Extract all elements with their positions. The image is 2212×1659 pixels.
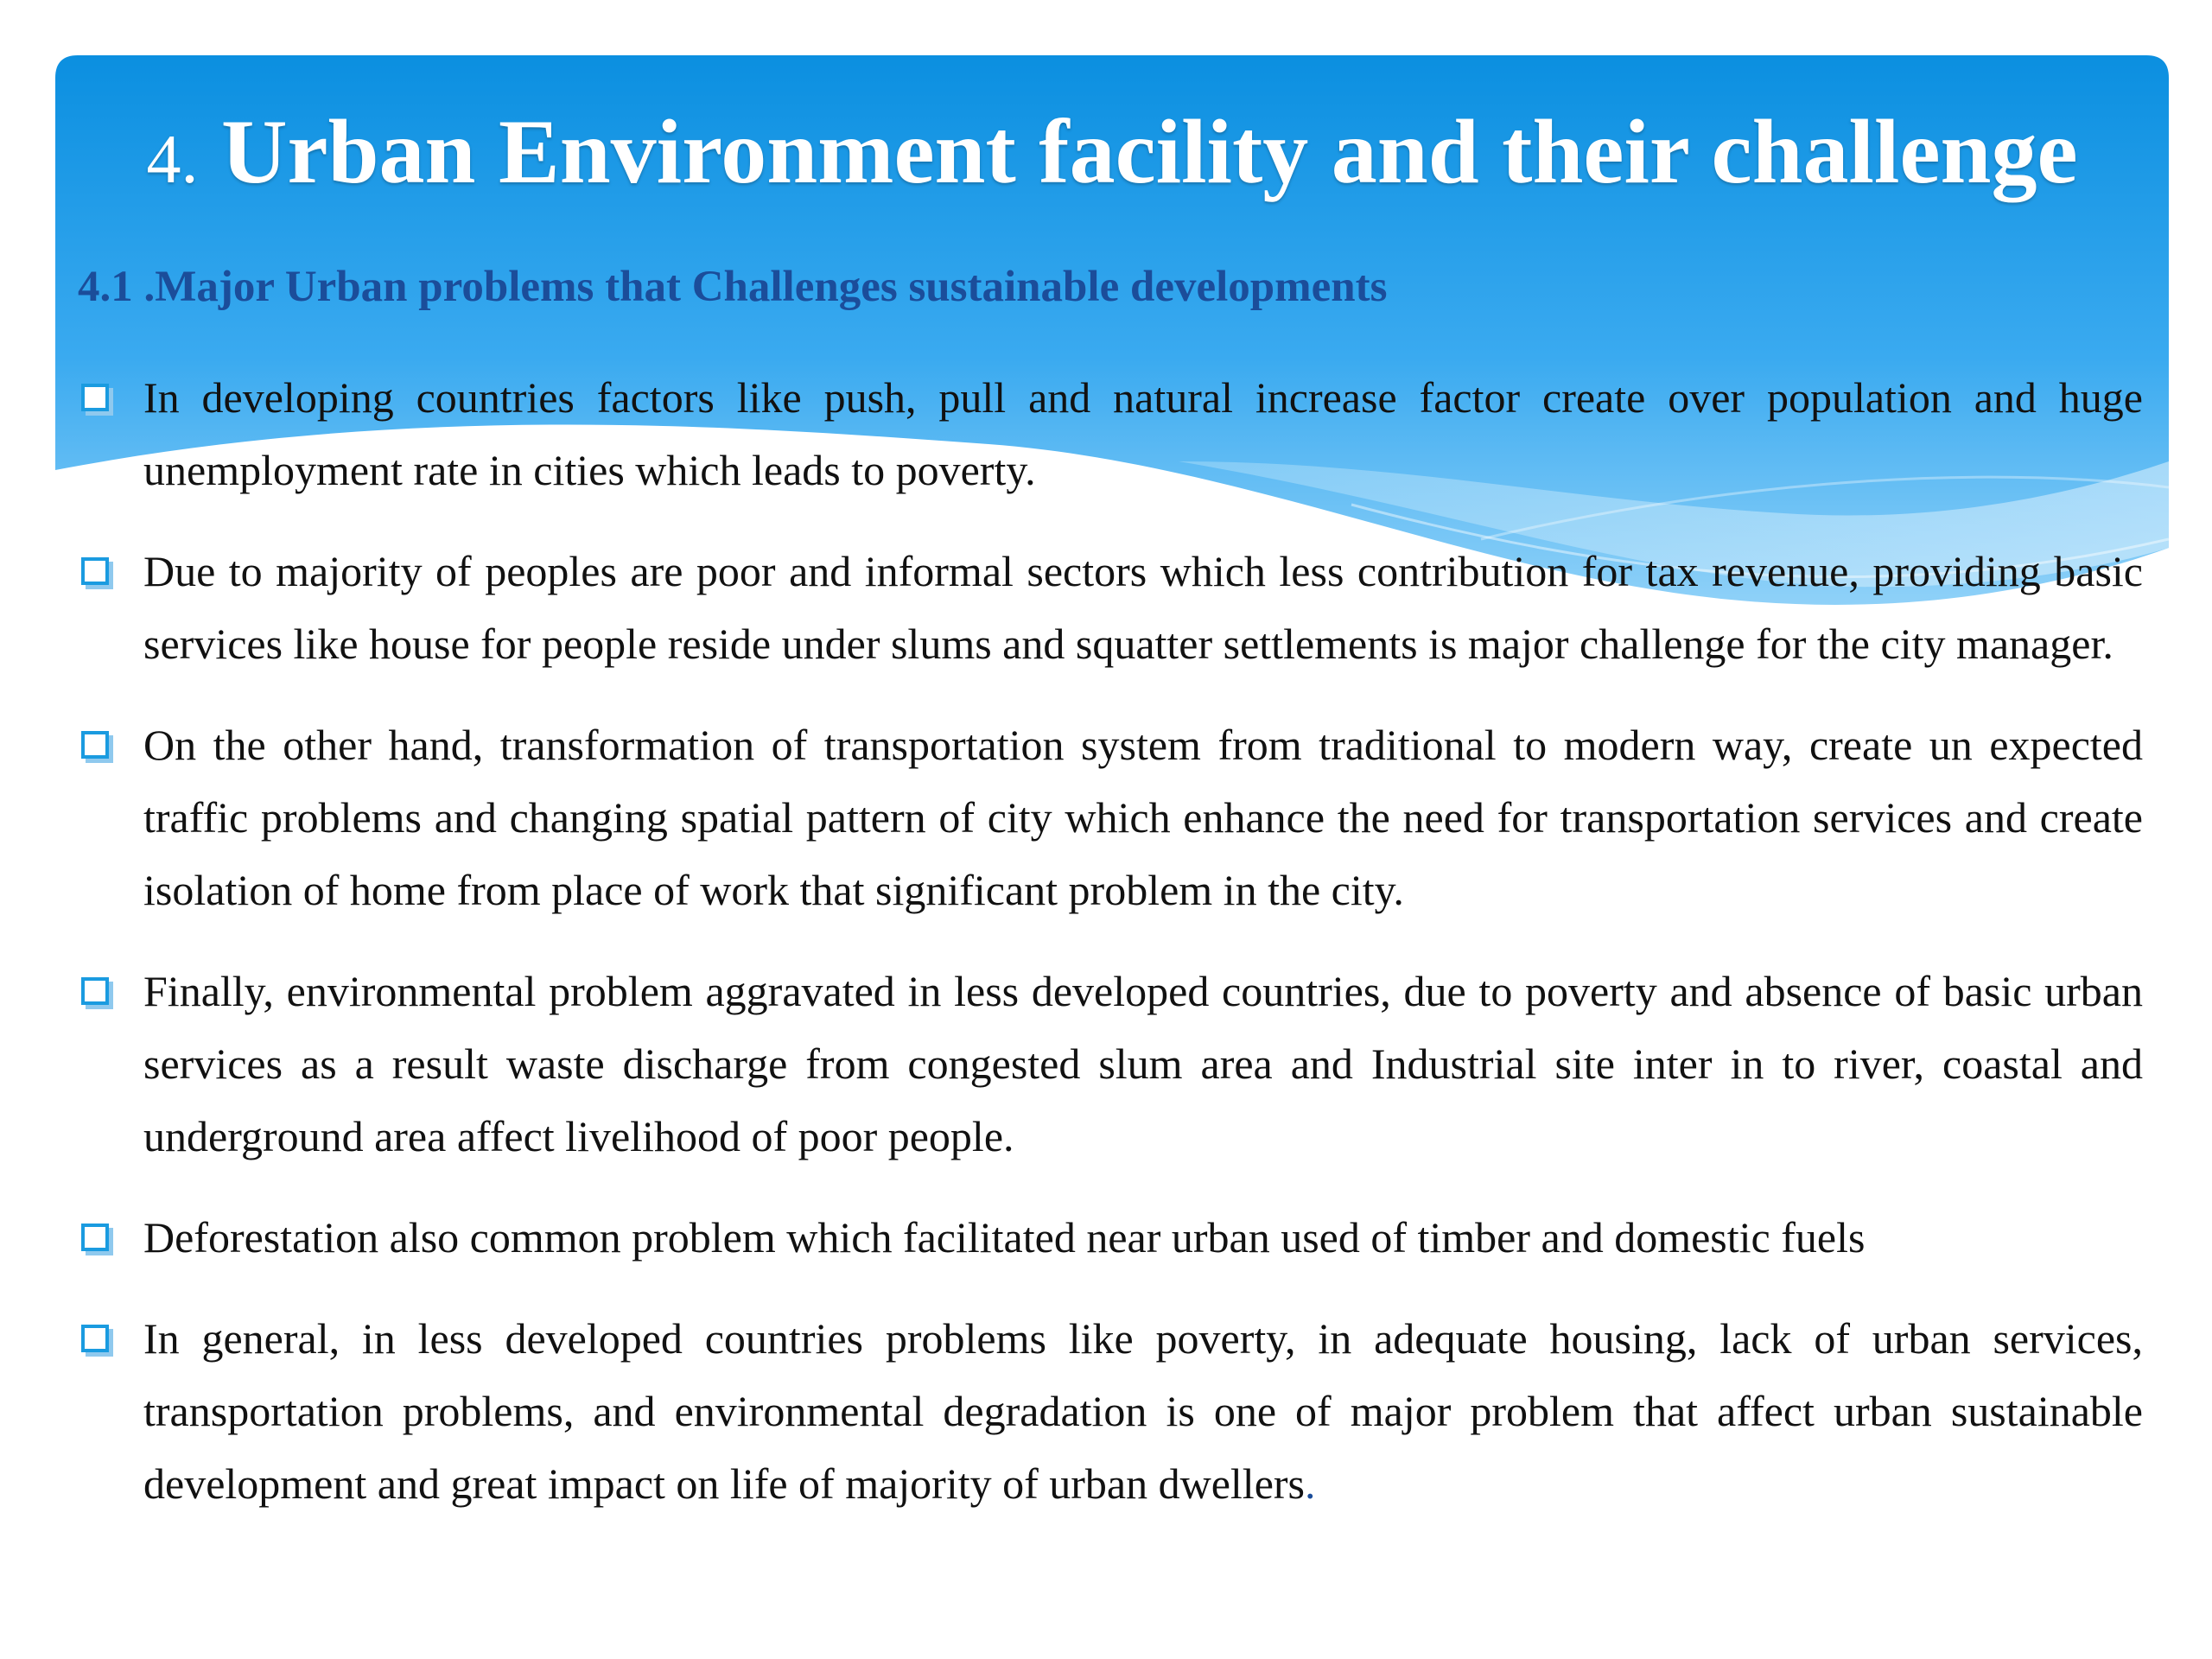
bullet-item [78, 361, 2143, 506]
section-subtitle: 4.1 .Major Urban problems that Challenges sustainable developments [78, 263, 1388, 311]
hollow-square-bullet-icon [81, 1224, 109, 1251]
hollow-square-bullet-icon [81, 384, 109, 411]
hollow-square-bullet-icon [81, 557, 109, 585]
bullet-item [78, 1302, 2143, 1520]
bullet-text: In general, in less developed countries problems like poverty, in adequate housing, lack of urban services, transportation problems, and environmental degradation is one of major problem that affect urban sustainable development and great impact on life of majority of urban dwellers [143, 1314, 2143, 1508]
bullet-text: On the other hand, transformation of transportation system from traditional to modern way, create un expected traffic problems and changing spatial pattern of city which enhance the need for transportation services and create isolation of home from place of work that significant problem in the city. [143, 721, 2143, 914]
title-text: Urban Environment facility and their challenge [220, 101, 2078, 202]
bullet-text: Finally, environmental problem aggravated in less developed countries, due to poverty and absence of basic urban services as a result waste discharge from congested slum area and Industrial site inter in to river, coastal and underground area affect livelihood of poor people. [143, 967, 2143, 1160]
hollow-square-bullet-icon [81, 731, 109, 759]
hollow-square-bullet-icon [81, 977, 109, 1005]
bullet-text: Deforestation also common problem which facilitated near urban used of timber and domestic fuels [143, 1213, 1866, 1262]
hollow-square-bullet-icon [81, 1325, 109, 1352]
bullet-item [78, 1201, 2143, 1274]
bullet-text: Due to majority of peoples are poor and informal sectors which less contribution for tax revenue, providing basic services like house for people reside under slums and squatter settlements is major challenge for the city manager. [143, 547, 2143, 668]
slide-title [55, 102, 2169, 203]
bullet-item [78, 709, 2143, 926]
final-period: . [1305, 1459, 1316, 1508]
title-number: 4. [146, 122, 199, 198]
bullet-text: In developing countries factors like push, pull and natural increase factor create over population and huge unemployment rate in cities which leads to poverty. [143, 373, 2143, 494]
bullet-list [78, 361, 2143, 1548]
bullet-item [78, 535, 2143, 680]
bullet-item [78, 955, 2143, 1173]
